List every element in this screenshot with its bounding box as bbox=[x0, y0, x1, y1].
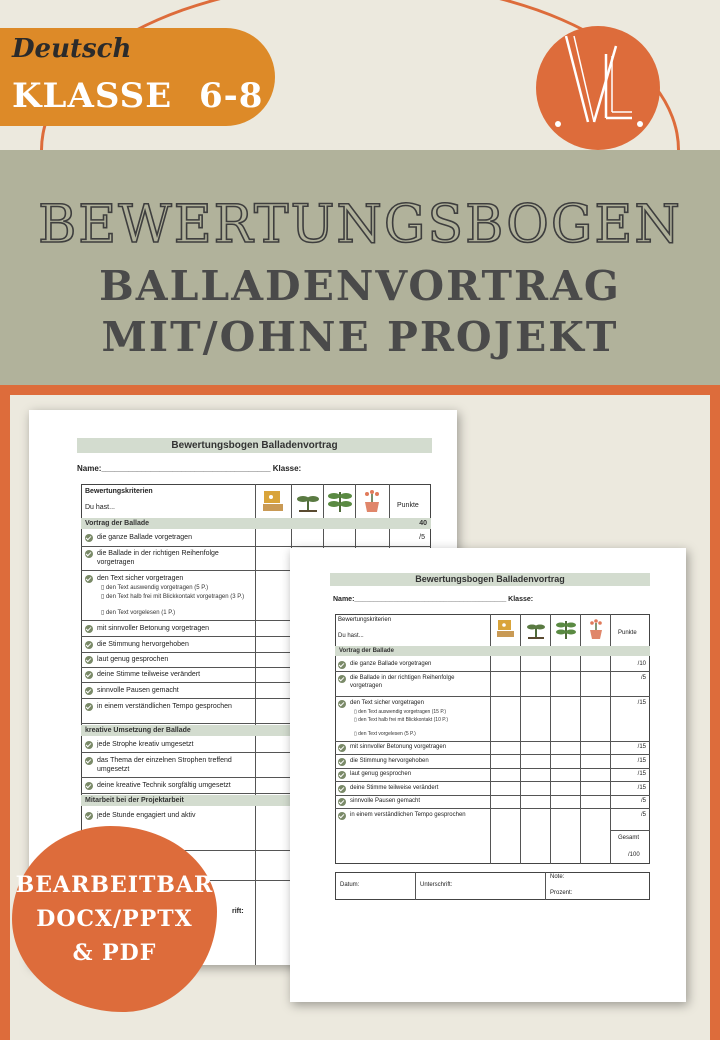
row-divider bbox=[610, 830, 650, 831]
seed-icon bbox=[261, 488, 287, 514]
criterion-text: den Text sicher vorgetragen bbox=[350, 700, 424, 706]
badge-line-2: DOCX/PPTX bbox=[36, 906, 193, 932]
criterion-text: in einem verständlichen Tempo gesprochen bbox=[350, 812, 466, 818]
check-icon bbox=[338, 812, 346, 820]
check-icon bbox=[338, 798, 346, 806]
criterion-text: sinnvolle Pausen gemacht bbox=[350, 798, 421, 804]
sub-item: ▯ den Text vorgelesen (5 P.) bbox=[354, 731, 416, 737]
grade-label: KLASSE 6-8 bbox=[12, 76, 264, 116]
name-line: Name:_______________________________________ Klasse: bbox=[333, 596, 534, 603]
signature-table bbox=[335, 872, 650, 900]
criterion-text: deine kreative Technik sorgfältig umgesetzt bbox=[97, 782, 231, 789]
subject-badge bbox=[0, 28, 275, 126]
criterion-points: /15 bbox=[637, 771, 646, 777]
criterion-points: /5 bbox=[640, 812, 646, 818]
criterion-points: /15 bbox=[637, 700, 646, 706]
gesamt-label: Gesamt bbox=[618, 835, 640, 841]
check-icon bbox=[85, 575, 93, 583]
section-vortrag: Vortrag der Ballade 40 bbox=[81, 518, 431, 529]
check-icon bbox=[85, 625, 93, 633]
flower-pot-icon bbox=[585, 618, 607, 640]
check-icon bbox=[85, 534, 93, 542]
table-divider bbox=[545, 872, 546, 900]
criterion-text: die ganze Ballade vorgetragen bbox=[97, 534, 192, 541]
criterion-text: die Ballade in der richtigen Reihenfolge vorgetragen bbox=[350, 675, 455, 689]
check-icon bbox=[85, 757, 93, 765]
note-label: Note: bbox=[550, 874, 565, 880]
row-divider bbox=[335, 795, 650, 796]
criterion-text: laut genug gesprochen bbox=[97, 656, 169, 663]
plant-icon bbox=[327, 488, 353, 514]
criterion-points: /15 bbox=[637, 758, 646, 764]
flower-pot-icon bbox=[359, 488, 385, 514]
subject-label: Deutsch bbox=[12, 34, 132, 64]
sub-item: ▯ den Text halb frei mit Blickkontakt vorgetragen (3 P.) bbox=[101, 594, 245, 600]
criterion-text: den Text sicher vorgetragen bbox=[97, 575, 184, 582]
check-icon bbox=[85, 687, 93, 695]
criterion-text: in einem verständlichen Tempo gesprochen bbox=[97, 703, 232, 710]
criterion-points: /5 bbox=[419, 534, 425, 541]
criterion-text: das Thema der einzelnen Strophen treffend umgesetzt bbox=[97, 757, 232, 773]
criteria-header: Bewertungskriterien bbox=[338, 617, 392, 623]
sprout-icon bbox=[525, 618, 547, 640]
section-kreativ: kreative Umsetzung der Ballade bbox=[81, 725, 431, 736]
check-icon bbox=[85, 671, 93, 679]
sub-item: ▯ den Text vorgelesen (1 P.) bbox=[101, 610, 176, 616]
criterion-text: laut genug gesprochen bbox=[350, 771, 412, 777]
criterion-points: /15 bbox=[637, 785, 646, 791]
criterion-text: die Stimmung hervorgehoben bbox=[97, 641, 189, 648]
criterion-text: sinnvolle Pausen gemacht bbox=[97, 687, 179, 694]
check-icon bbox=[85, 812, 93, 820]
row-divider bbox=[335, 696, 650, 697]
prozent-label: Prozent: bbox=[550, 890, 573, 896]
datum-label: Datum: bbox=[340, 882, 360, 888]
sprout-icon bbox=[295, 488, 321, 514]
logo-mark-icon bbox=[536, 26, 660, 150]
criterion-text: mit sinnvoller Betonung vorgetragen bbox=[350, 744, 447, 750]
criterion-points: /15 bbox=[637, 744, 646, 750]
du-hast-label: Du hast... bbox=[85, 504, 115, 511]
check-icon bbox=[338, 744, 346, 752]
sub-item: ▯ den Text halb frei mit Blickkontakt (10 P.) bbox=[354, 717, 448, 723]
row-divider bbox=[335, 671, 650, 672]
punkte-header: Punkte bbox=[618, 630, 637, 636]
title-line-1: BEWERTUNGSBOGEN bbox=[38, 195, 682, 255]
criterion-points: /5 bbox=[640, 675, 646, 681]
criterion-points: /5 bbox=[640, 798, 646, 804]
unterschrift-label: Unterschrift: bbox=[420, 882, 453, 888]
name-line: Name:______________________________________ Klasse: bbox=[77, 464, 302, 473]
badge-line-1: BEARBEITBAR bbox=[15, 872, 214, 898]
section-vortrag: Vortrag der Ballade bbox=[335, 646, 650, 656]
criterion-text: die Ballade in der richtigen Reihenfolge vorgetragen bbox=[97, 550, 219, 566]
criterion-text: deine Stimme teilweise verändert bbox=[97, 671, 201, 678]
check-icon bbox=[85, 741, 93, 749]
criterion-text: die ganze Ballade vorgetragen bbox=[350, 661, 432, 667]
worksheet-title: Bewertungsbogen Balladenvortrag bbox=[330, 573, 650, 586]
punkte-header: Punkte bbox=[397, 502, 419, 509]
check-icon bbox=[338, 785, 346, 793]
criterion-text: die Stimmung hervorgehoben bbox=[350, 758, 429, 764]
criterion-text: mit sinnvoller Betonung vorgetragen bbox=[97, 625, 210, 632]
table-divider bbox=[415, 872, 416, 900]
worksheet-title: Bewertungsbogen Balladenvortrag bbox=[77, 438, 432, 453]
du-hast-label: Du hast... bbox=[338, 633, 364, 639]
check-icon bbox=[338, 700, 346, 708]
sub-item: ▯ den Text auswendig vorgetragen (5 P.) bbox=[101, 585, 209, 591]
check-icon bbox=[85, 782, 93, 790]
title-line-3: MIT/OHNE PROJEKT bbox=[101, 313, 619, 361]
seed-icon bbox=[495, 618, 517, 640]
row-divider bbox=[81, 546, 431, 547]
criterion-text: deine Stimme teilweise verändert bbox=[350, 785, 439, 791]
check-icon bbox=[85, 550, 93, 558]
check-icon bbox=[338, 771, 346, 779]
title-line-2: BALLADENVORTRAG bbox=[99, 262, 621, 310]
section-mitarbeit: Mitarbeit bei der Projektarbeit bbox=[81, 795, 431, 806]
row-divider bbox=[335, 754, 650, 755]
footer-partial-label: rift: bbox=[232, 908, 244, 915]
criteria-header: Bewertungskriterien bbox=[85, 488, 153, 495]
plant-icon bbox=[555, 618, 577, 640]
row-divider bbox=[335, 741, 650, 742]
row-divider bbox=[335, 768, 650, 769]
check-icon bbox=[338, 661, 346, 669]
total-points: /100 bbox=[628, 852, 640, 858]
badge-line-3: & PDF bbox=[72, 940, 157, 966]
criterion-text: jede Stunde engagiert und aktiv bbox=[97, 812, 196, 819]
brand-logo bbox=[536, 26, 660, 150]
criterion-text: jede Strophe kreativ umgesetzt bbox=[97, 741, 194, 748]
check-icon bbox=[85, 703, 93, 711]
editable-formats-badge bbox=[12, 826, 217, 1012]
check-icon bbox=[85, 641, 93, 649]
check-icon bbox=[338, 758, 346, 766]
check-icon bbox=[85, 656, 93, 664]
row-divider bbox=[335, 781, 650, 782]
sub-item: ▯ den Text auswendig vorgetragen (15 P.) bbox=[354, 709, 447, 715]
worksheet-preview-front bbox=[290, 548, 686, 1002]
criterion-points: /10 bbox=[637, 661, 646, 667]
check-icon bbox=[338, 675, 346, 683]
row-divider bbox=[335, 808, 650, 809]
